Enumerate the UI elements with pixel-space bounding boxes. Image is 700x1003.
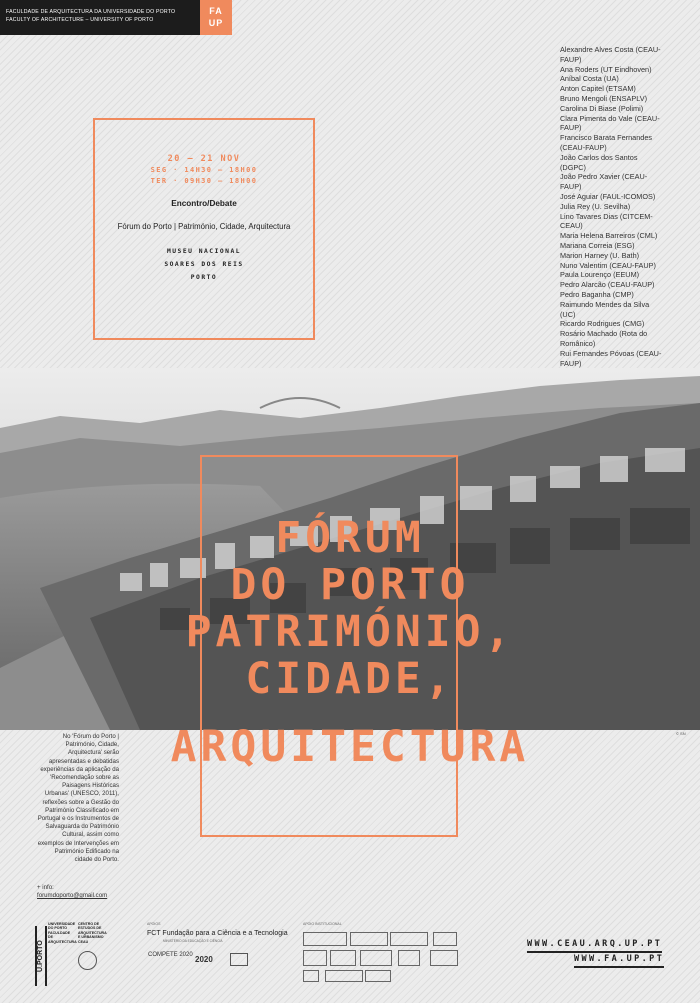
participant-name: Francisco Barata Fernandes [560,133,653,143]
contact-info [37,884,119,900]
event-hours-day2: TER · 09H30 — 18H00 [150,177,258,185]
participant-name: Anton Capitel (ETSAM) [560,84,636,94]
event-dates: 20 — 21 NOV [167,154,241,164]
event-type: Encontro/Debate [171,199,237,208]
ceau-logo-text: CENTRO DE ESTUDOS DE ARQUITECTURA E URBANISMO CEAU [78,922,107,944]
participant-name: Marion Harney (U. Bath) [560,250,640,260]
uporto-logo: U.PORTO [35,926,47,986]
title-line-3: PATRIMÓNIO, [185,607,515,657]
municipality-logo [350,932,388,946]
institution-logo-8 [325,970,363,982]
title-line-4: CIDADE, [245,654,455,704]
title-line-2: DO PORTO [230,560,470,610]
title-line-1: FÓRUM [275,513,425,563]
participant-name: FAUP) [560,123,582,133]
participant-name: FAUP) [560,54,582,64]
ceau-circle-logo [78,951,97,970]
participant-name: Clara Pimenta do Vale (CEAU- [560,113,660,123]
participant-name: Bruno Mengoli (ENSAPLV) [560,93,648,103]
participants-list [560,45,665,417]
contact-email-link[interactable]: forumdoporto@gmail.com [37,892,108,899]
participant-name: Nuno Valentim (CEAU-FAUP) [560,260,656,270]
participant-name: Românico) [560,338,596,348]
compete-logo: COMPETE 2020 [148,952,193,958]
participant-name: João Pedro Xavier (CEAU-FAUP) [560,172,648,192]
uporto-subtext: UNIVERSIDADE DO PORTO FACULDADE DE ARQUITECTURA [48,922,77,944]
title-line-5: ARQUITECTURA [170,722,530,772]
faup-website-link[interactable]: WWW.FA.UP.PT [574,954,664,968]
institution-logo-9 [365,970,391,982]
participant-name: Lino Tavares Dias (CITCEM-CEAU) [560,211,653,231]
faup-logo: FA UP [200,0,232,35]
event-hours-day1: SEG · 14H30 — 18H00 [150,166,258,174]
eu-flag-icon [230,953,248,966]
fct-subtitle: MINISTÉRIO DA EDUCAÇÃO E CIÊNCIA [163,939,223,943]
participant-name: Pedro Baganha (CMP) [560,289,634,299]
participant-name: (CEAU-FAUP) [560,142,607,152]
participant-name: Raimundo Mendes da Silva (UC) [560,299,650,319]
participant-name: Ana Roders (UT Eindhoven) [560,64,652,74]
participant-name: Mariana Correia (ESG) [560,240,635,250]
participant-name: Carolina Di Biase (Polimi) [560,103,644,113]
institution-logo-4 [360,950,392,966]
institution-name-en: FACULTY OF ARCHITECTURE – UNIVERSITY OF PORTO [6,17,154,23]
faculty-header [0,0,200,35]
participant-name: FAUP) [560,358,582,368]
participant-name: Ricardo Rodrigues (CMG) [560,319,645,329]
event-subtitle: Fórum do Porto | Património, Cidade, Arquitectura [117,222,291,231]
patrimonio-cultural-logo [390,932,428,946]
participant-name: Rui Fernandes Póvoas (CEAU- [560,348,662,358]
institution-logo-7 [303,970,319,982]
institution-logo-6 [430,950,458,966]
contact-label: + info: [37,884,54,891]
event-description: No 'Fórum do Porto | Património, Cidade, Arquitectura' serão apresentadas e debatidas experiências da aplicação da 'Recomendação sobre as Paisagens Históricas Urbanas' (UNESCO, 2011), reflexões sobre a Gestão do Património Classificado em Portugal e os Instrumentos de Salvaguarda do Património Cultural, assim como exemplos de Intervenções em Património Edificado na cidade do Porto. [37,733,119,864]
participant-name: José Aguiar (FAUL-ICOMOS) [560,191,656,201]
event-venue: MUSEU NACIONAL SOARES DOS REIS PORTO [164,248,244,281]
ceau-website-link[interactable]: WWW.CEAU.ARQ.UP.PT [527,939,662,953]
republica-portuguesa-logo [303,932,347,946]
institution-logo-5 [398,950,420,966]
institution-logo-2 [303,950,327,966]
event-info-box [93,118,315,340]
institution-name-pt: FACULDADE DE ARQUITECTURA DA UNIVERSIDADE DO PORTO [6,9,176,15]
participant-name: Rosário Machado (Rota do [560,329,648,339]
portugal-2020-logo: 2020 [195,955,213,964]
participant-name: Julia Rey (U. Sevilha) [560,201,631,211]
participant-name: Pedro Alarcão (CEAU-FAUP) [560,280,655,290]
sponsors-label: APOIOS [147,922,161,926]
institution-logo-1 [433,932,457,946]
fct-logo: FCT Fundação para a Ciência e a Tecnologia [147,930,288,937]
participant-name: Paula Lourenço (EEUM) [560,270,640,280]
participant-name: João Carlos dos Santos (DGPC) [560,152,638,172]
participant-name: Maria Helena Barreiros (CML) [560,231,658,241]
participant-name: Alexandre Alves Costa (CEAU- [560,45,661,54]
participant-name: Aníbal Costa (UA) [560,74,619,84]
institution-logo-3 [330,950,356,966]
photo-credit: © SN [676,731,686,736]
institutional-support-label: APOIO INSTITUCIONAL [303,922,342,926]
